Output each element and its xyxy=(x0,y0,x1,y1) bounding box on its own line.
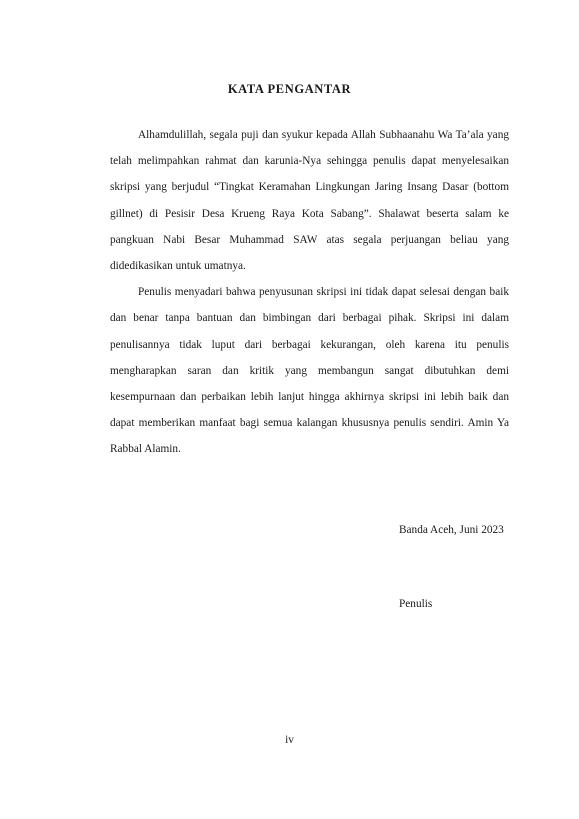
body-text xyxy=(110,122,509,463)
author-signature: Penulis xyxy=(399,598,433,610)
paragraph-1: Alhamdulillah, segala puji dan syukur kepada Allah Subhaanahu Wa Ta’ala yang telah melimpahkan rahmat dan karunia-Nya sehingga penulis dapat menyelesaikan skripsi yang berjudul “Tingkat Keramahan Lingkungan Jaring Insang Dasar (bottom gillnet) di Pesisir Desa Krueng Raya Kota Sabang”. Shalawat beserta salam ke pangkuan Nabi Besar Muhammad SAW atas segala perjuangan beliau yang didedikasikan untuk umatnya. xyxy=(110,129,509,273)
paragraph-2: Penulis menyadari bahwa penyusunan skripsi ini tidak dapat selesai dengan baik dan benar tanpa bantuan dan bimbingan dari berbagai pihak. Skripsi ini dalam penulisannya tidak luput dari berbagai kekurangan, oleh karena itu penulis mengharapkan saran dan kritik yang membangun sangat dibutuhkan demi kesempurnaan dan perbaikan lebih lanjut hingga akhirnya skripsi ini lebih baik dan dapat memberikan manfaat bagi semua kalangan khususnya penulis sendiri. Amin Ya Rabbal Alamin. xyxy=(110,286,509,456)
place-date: Banda Aceh, Juni 2023 xyxy=(399,524,504,536)
page-number: iv xyxy=(285,734,294,746)
page-title: KATA PENGANTAR xyxy=(227,82,352,96)
